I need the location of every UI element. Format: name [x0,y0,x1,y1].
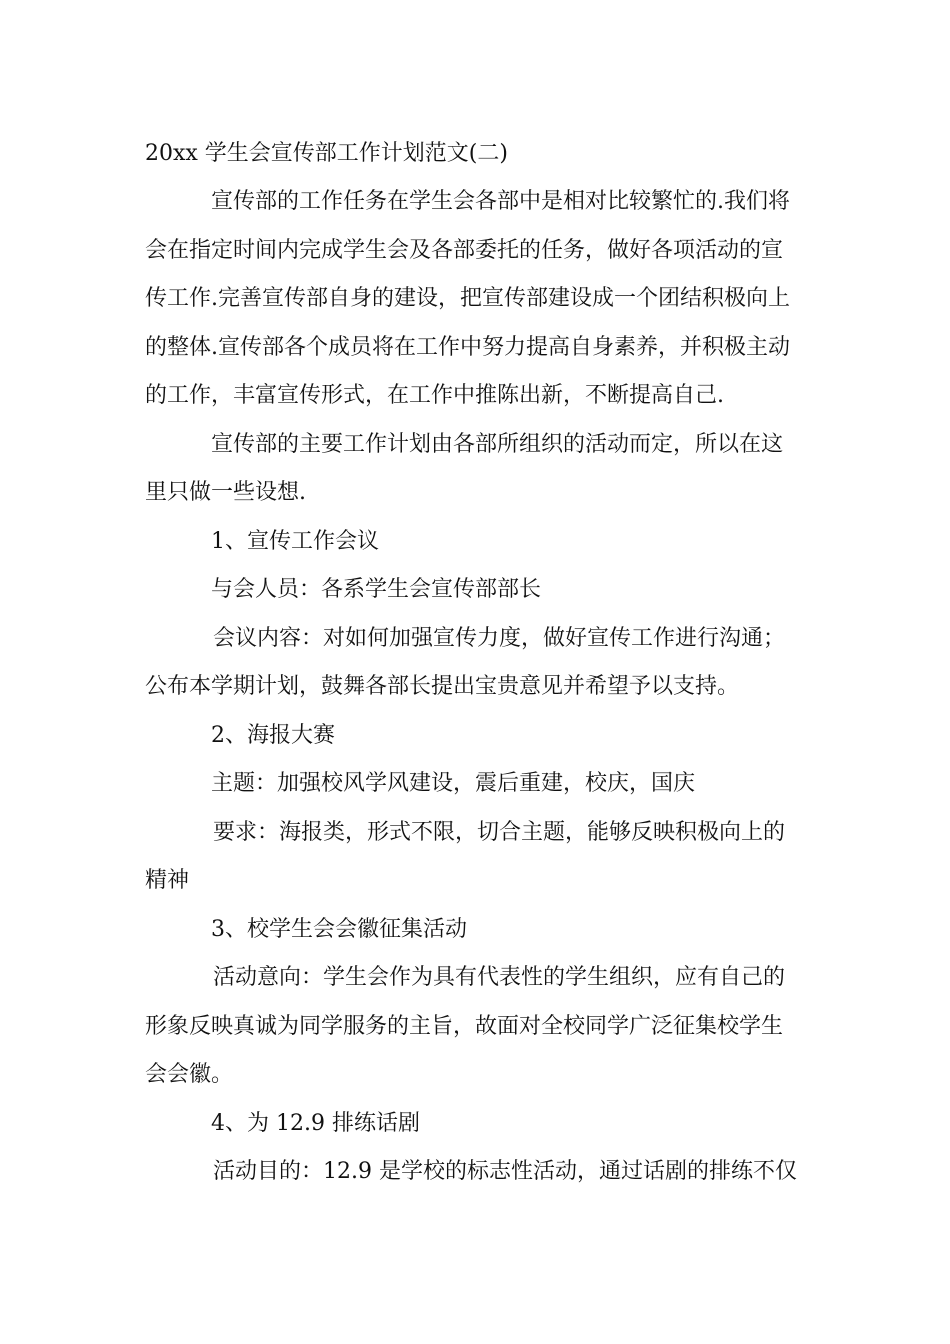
paragraph [145,421,810,518]
paragraph-line: 公布本学期计划，鼓舞各部长提出宝贵意见并希望予以支持。 [145,674,740,699]
section-heading-text: 1、宣传工作会议 [211,528,379,554]
section-heading [145,906,810,955]
paragraph-line: 里只做一些设想. [145,480,306,505]
paragraph-line: 要求：海报类，形式不限，切合主题，能够反映积极向上的 [213,819,786,845]
section-heading [145,712,810,761]
paragraph-line: 的工作，丰富宣传形式，在工作中推陈出新，不断提高自己. [145,383,724,408]
document-title: 20xx 学生会宣传部工作计划范文(二) [145,141,508,166]
paragraph-line: 精神 [145,868,190,893]
paragraph [145,760,810,809]
paragraph [145,954,810,1100]
section-heading-text: 3、校学生会会徽征集活动 [211,916,467,942]
paragraph [145,615,810,712]
paragraph-line: 会会徽。 [145,1062,234,1087]
paragraph [145,566,810,615]
section-heading-text: 2、海报大赛 [211,722,335,748]
section-heading-text: 4、为 12.9 排练话剧 [211,1110,420,1136]
paragraph-line: 的整体.宣传部各个成员将在工作中努力提高自身素养，并积极主动 [145,334,790,360]
document-body [145,130,810,1197]
paragraph-line: 会议内容：对如何加强宣传力度，做好宣传工作进行沟通； [213,625,786,651]
paragraph-line: 传工作.完善宣传部自身的建设，把宣传部建设成一个团结积极向上 [145,286,790,311]
paragraph-line: 与会人员：各系学生会宣传部部长 [211,577,542,602]
section-heading [145,1100,810,1149]
paragraph-line: 形象反映真诚为同学服务的主旨，故面对全校同学广泛征集校学生 [145,1013,784,1039]
paragraph-line: 会在指定时间内完成学生会及各部委托的任务，做好各项活动的宣 [145,237,784,263]
paragraph-line: 宣传部的主要工作计划由各部所组织的活动而定，所以在这 [211,431,784,457]
paragraph-line: 活动意向：学生会作为具有代表性的学生组织，应有自己的 [213,965,786,990]
paragraph-line: 宣传部的工作任务在学生会各部中是相对比较繁忙的.我们将 [211,189,790,214]
section-heading [145,518,810,567]
paragraph-line: 活动目的：12.9 是学校的标志性活动，通过话剧的排练不仅 [213,1159,797,1184]
paragraph [145,178,810,421]
paragraph [145,1148,810,1197]
paragraph-line: 主题：加强校风学风建设，震后重建，校庆，国庆 [211,771,696,796]
paragraph [145,809,810,906]
